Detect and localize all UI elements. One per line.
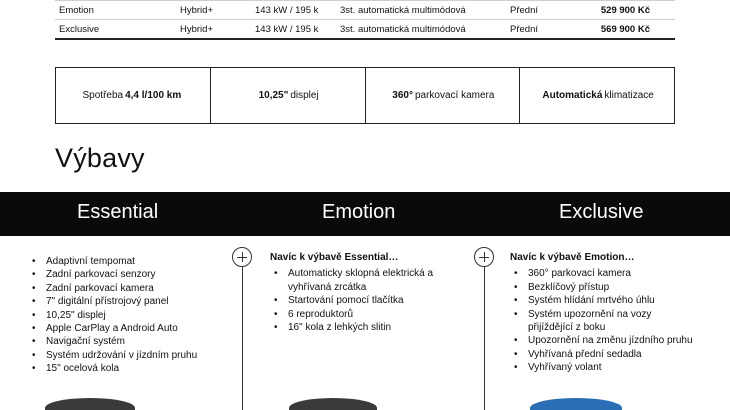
gearbox-cell: 3st. automatická multimódová [340,5,466,16]
trim-cell: Exclusive [59,24,100,35]
plus-circle-icon [232,247,252,267]
essential-features [28,255,197,376]
trim-essential-label: Essential [77,201,159,223]
price-table [55,0,675,40]
table-row [55,20,675,40]
power-cell: 143 kW / 195 k [255,5,319,16]
list-item: • Zadní parkovací kamera [28,282,197,295]
feature-list [28,255,197,376]
list-item: • 16" kola z lehkých slitin [270,321,460,334]
table-row [55,1,675,20]
divider [484,267,485,410]
highlight-display: 10,25" displej [211,68,366,123]
list-item: • Upozornění na změnu jízdního pruhu [510,334,696,347]
trim-exclusive-label: Exclusive [559,201,644,223]
car-essential-image [45,398,135,410]
list-item: • Adaptivní tempomat [28,255,197,268]
car-emotion-image [289,398,377,410]
trim-cell: Emotion [59,5,94,16]
list-item: • Systém udržování v jízdním pruhu [28,349,197,362]
feature-list [270,267,460,334]
emotion-features [270,251,460,334]
list-item: • Automaticky sklopná elektrická a vyhřívaná zrcátka [270,267,448,294]
list-item: • 6 reproduktorů [270,308,460,321]
list-item: • Navigační systém [28,335,197,348]
list-item: • Bezklíčový přístup [510,281,710,294]
emotion-heading: Navíc k výbavě Essential… [270,252,399,263]
trim-emotion-label: Emotion [322,201,396,223]
section-title: Výbavy [55,143,145,173]
list-item: • Zadní parkovací senzory [28,268,197,281]
plus-circle-icon [474,247,494,267]
list-item: • 15" ocelová kola [28,362,197,375]
list-item: • 10,25" displej [28,309,197,322]
list-item: • 360° parkovací kamera [510,267,710,280]
gearbox-cell: 3st. automatická multimódová [340,24,466,35]
list-item: • Apple CarPlay a Android Auto [28,322,197,335]
exclusive-features [510,251,710,375]
list-item: • Systém hlídání mrtvého úhlu [510,294,710,307]
engine-cell: Hybrid+ [180,24,213,35]
highlight-climate: Automatická klimatizace [542,90,654,101]
highlights-box [55,67,675,124]
list-item: • 7" digitální přístrojový panel [28,295,197,308]
list-item: • Vyhřívaný volant [510,361,710,374]
car-exclusive-image [530,398,622,410]
divider [242,267,243,410]
drive-cell: Přední [510,24,538,35]
list-item: • Systém upozornění na vozy přijíždějící z boku [510,308,696,335]
list-item: • Startování pomocí tlačítka [270,294,460,307]
feature-list [510,267,710,374]
drive-cell: Přední [510,5,538,16]
exclusive-heading: Navíc k výbavě Emotion… [510,252,635,263]
list-item: • Vyhřívaná přední sedadla [510,348,710,361]
engine-cell: Hybrid+ [180,5,213,16]
price-cell: 569 900 Kč [600,24,650,35]
highlight-consumption: Spotřeba 4,4 l/100 km [56,68,211,123]
price-cell: 529 900 Kč [600,5,650,16]
trim-header-band [0,192,730,236]
highlight-camera: 360° parkovací kamera [366,68,521,123]
power-cell: 143 kW / 195 k [255,24,319,35]
